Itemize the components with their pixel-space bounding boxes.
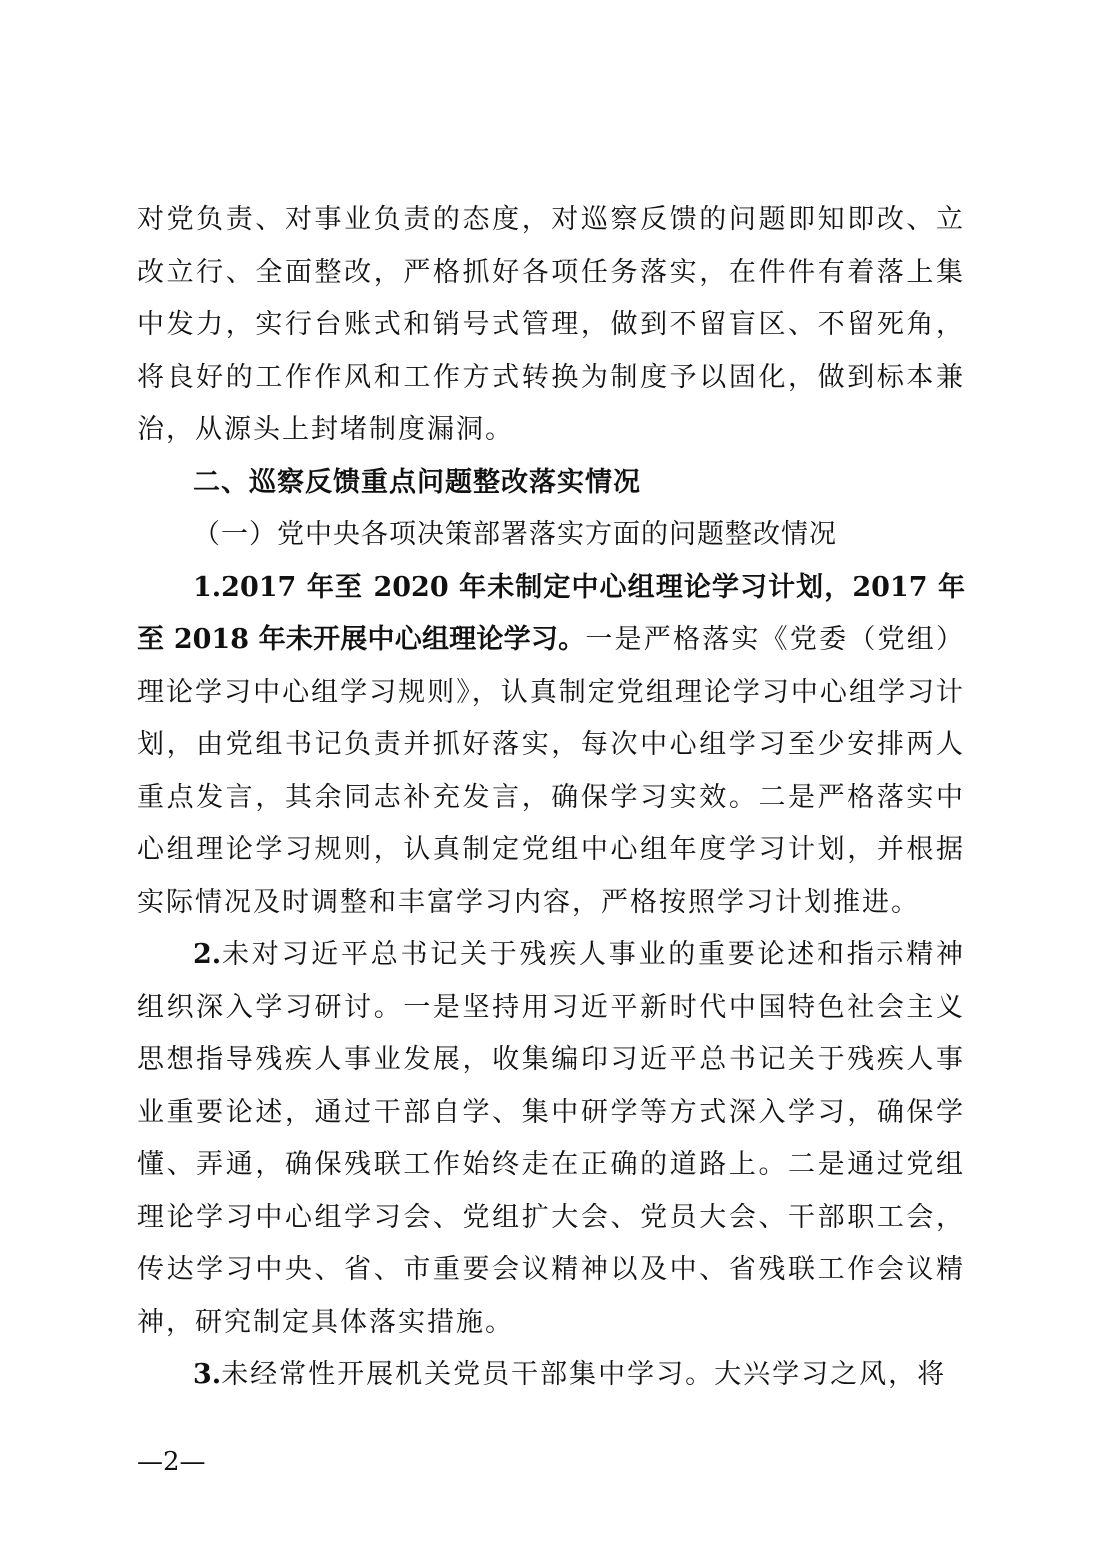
item-2-lead: 2. [193, 939, 222, 970]
subsection-heading: （一）党中央各项决策部署落实方面的问题整改情况 [193, 519, 837, 550]
item-3-paragraph [137, 1349, 965, 1402]
item-2-paragraph [137, 929, 965, 1349]
item-3-lead: 3. [193, 1359, 222, 1390]
item-2-body: 未对习近平总书记关于残疾人事业的重要论述和指示精神组织深入学习研讨。一是坚持用习近平新时代中国特色社会主义思想指导残疾人事业发展，收集编印习近平总书记关于残疾人事业重要论述，通过干部自学、集中研学等方式深入学习，确保学懂、弄通，确保残联工作始终走在正确的道路上。二是通过党组理论学习中心组学习会、党组扩大会、党员大会、干部职工会，传达学习中央、省、市重要会议精神以及中、省残联工作会议精神，研究制定具体落实措施。 [137, 939, 965, 1338]
document-body [137, 194, 965, 1402]
item-3-body: 未经常性开展机关党员干部集中学习。大兴学习之风，将 [221, 1359, 947, 1390]
item-1-paragraph [137, 562, 965, 930]
item-1-body: 一是严格落实《党委（党组）理论学习中心组学习规则》，认真制定党组理论学习中心组学习计划，由党组书记负责并抓好落实，每次中心组学习至少安排两人重点发言，其余同志补充发言，确保学习实效。二是严格落实中心组理论学习规则，认真制定党组中心组年度学习计划，并根据实际情况及时调整和丰富学习内容，严格按照学习计划推进。 [137, 624, 965, 918]
section-heading: 二、巡察反馈重点问题整改落实情况 [193, 466, 641, 498]
paragraph-continuation: 对党负责、对事业负责的态度，对巡察反馈的问题即知即改、立改立行、全面整改，严格抓好各项任务落实，在件件有着落上集中发力，实行台账式和销号式管理，做到不留盲区、不留死角，将良好的工作作风和工作方式转换为制度予以固化，做到标本兼治，从源头上封堵制度漏洞。 [137, 204, 965, 445]
item-1-lead: 1.2017 年至 2020 年未制定中心组理论学习计划，2017 年至 2018 年未开展中心组理论学习。 [137, 571, 965, 655]
page-number: —2— [137, 1447, 206, 1477]
